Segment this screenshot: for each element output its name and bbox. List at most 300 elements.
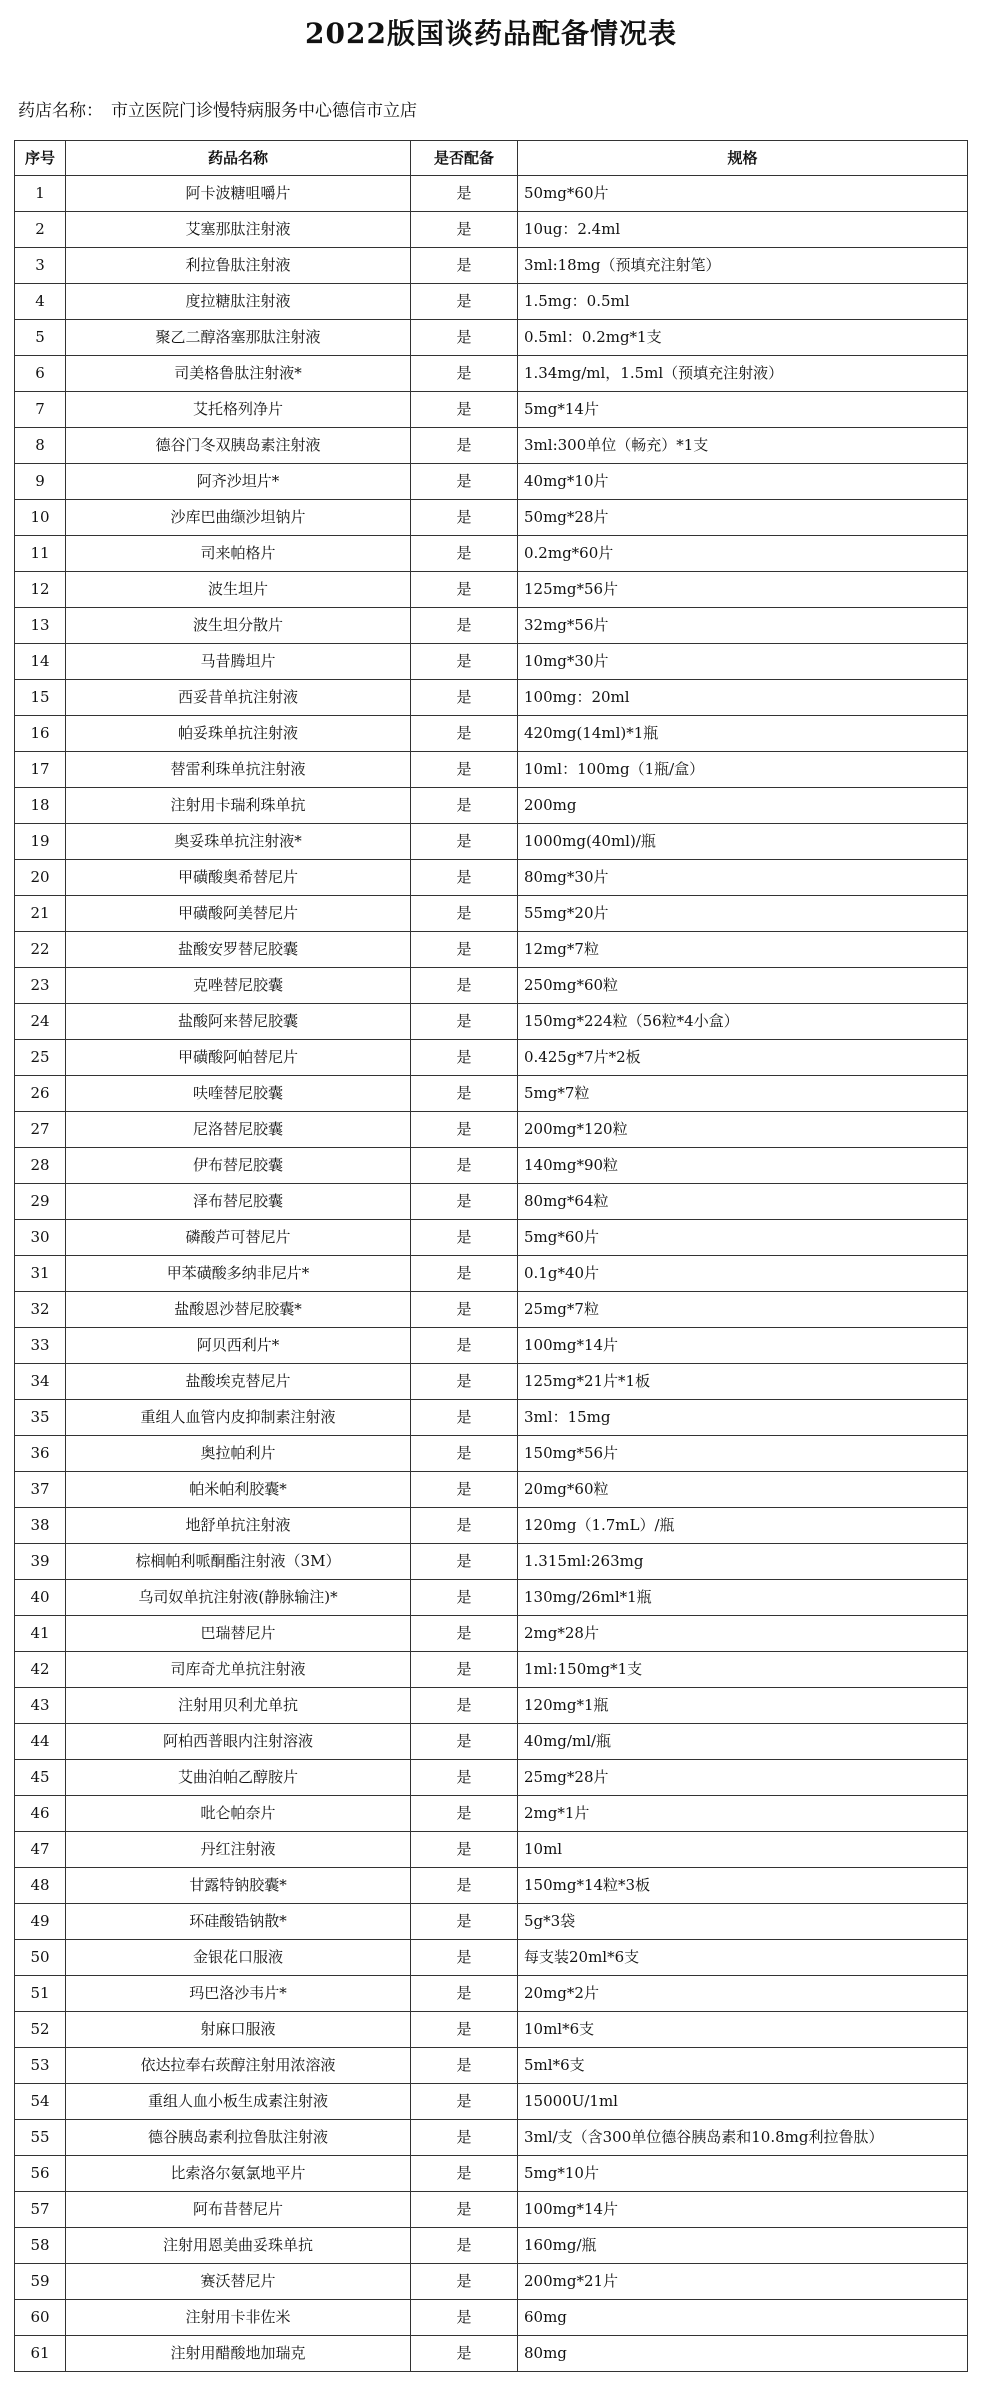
cell-equipped: 是 — [411, 1004, 518, 1040]
cell-spec: 5mg*14片 — [518, 392, 968, 428]
table-row — [15, 932, 968, 968]
table-row — [15, 428, 968, 464]
cell-index: 61 — [15, 2336, 66, 2372]
cell-spec: 5ml*6支 — [518, 2048, 968, 2084]
store-line — [18, 96, 417, 121]
cell-index: 38 — [15, 1508, 66, 1544]
cell-spec: 150mg*14粒*3板 — [518, 1868, 968, 1904]
cell-index: 10 — [15, 500, 66, 536]
cell-equipped: 是 — [411, 1220, 518, 1256]
cell-drug-name: 注射用恩美曲妥珠单抗 — [66, 2228, 411, 2264]
table-row — [15, 1796, 968, 1832]
cell-drug-name: 艾托格列净片 — [66, 392, 411, 428]
cell-spec: 25mg*28片 — [518, 1760, 968, 1796]
cell-drug-name: 艾塞那肽注射液 — [66, 212, 411, 248]
cell-equipped: 是 — [411, 644, 518, 680]
cell-drug-name: 呋喹替尼胶囊 — [66, 1076, 411, 1112]
cell-equipped: 是 — [411, 1148, 518, 1184]
cell-index: 1 — [15, 176, 66, 212]
table-row — [15, 968, 968, 1004]
cell-drug-name: 巴瑞替尼片 — [66, 1616, 411, 1652]
cell-index: 32 — [15, 1292, 66, 1328]
table-row — [15, 2336, 968, 2372]
table-row — [15, 644, 968, 680]
table-row — [15, 212, 968, 248]
cell-spec: 40mg*10片 — [518, 464, 968, 500]
cell-equipped: 是 — [411, 752, 518, 788]
cell-index: 44 — [15, 1724, 66, 1760]
cell-spec: 10ml — [518, 1832, 968, 1868]
cell-drug-name: 波生坦片 — [66, 572, 411, 608]
cell-drug-name: 玛巴洛沙韦片* — [66, 1976, 411, 2012]
cell-drug-name: 泽布替尼胶囊 — [66, 1184, 411, 1220]
table-row — [15, 536, 968, 572]
cell-spec: 55mg*20片 — [518, 896, 968, 932]
cell-index: 16 — [15, 716, 66, 752]
cell-spec: 0.425g*7片*2板 — [518, 1040, 968, 1076]
table-row — [15, 284, 968, 320]
cell-spec: 140mg*90粒 — [518, 1148, 968, 1184]
cell-spec: 10mg*30片 — [518, 644, 968, 680]
table-row — [15, 1436, 968, 1472]
cell-index: 15 — [15, 680, 66, 716]
page-title: 2022版国谈药品配备情况表 — [305, 17, 677, 50]
cell-index: 42 — [15, 1652, 66, 1688]
cell-index: 28 — [15, 1148, 66, 1184]
cell-index: 24 — [15, 1004, 66, 1040]
cell-drug-name: 注射用醋酸地加瑞克 — [66, 2336, 411, 2372]
cell-drug-name: 甲磺酸奥希替尼片 — [66, 860, 411, 896]
drug-table — [14, 140, 968, 2372]
cell-index: 57 — [15, 2192, 66, 2228]
cell-drug-name: 阿卡波糖咀嚼片 — [66, 176, 411, 212]
table-row — [15, 1760, 968, 1796]
header-equipped: 是否配备 — [411, 141, 518, 176]
cell-spec: 1000mg(40ml)/瓶 — [518, 824, 968, 860]
cell-index: 11 — [15, 536, 66, 572]
table-row — [15, 2156, 968, 2192]
cell-equipped: 是 — [411, 1544, 518, 1580]
cell-index: 30 — [15, 1220, 66, 1256]
cell-spec: 3ml:18mg（预填充注射笔） — [518, 248, 968, 284]
cell-spec: 0.2mg*60片 — [518, 536, 968, 572]
cell-spec: 15000U/1ml — [518, 2084, 968, 2120]
cell-drug-name: 注射用贝利尤单抗 — [66, 1688, 411, 1724]
cell-equipped: 是 — [411, 896, 518, 932]
header-index: 序号 — [15, 141, 66, 176]
table-row — [15, 572, 968, 608]
cell-drug-name: 盐酸阿来替尼胶囊 — [66, 1004, 411, 1040]
cell-drug-name: 德谷门冬双胰岛素注射液 — [66, 428, 411, 464]
cell-drug-name: 伊布替尼胶囊 — [66, 1148, 411, 1184]
cell-drug-name: 尼洛替尼胶囊 — [66, 1112, 411, 1148]
cell-spec: 250mg*60粒 — [518, 968, 968, 1004]
cell-drug-name: 甲磺酸阿美替尼片 — [66, 896, 411, 932]
cell-drug-name: 环硅酸锆钠散* — [66, 1904, 411, 1940]
cell-equipped: 是 — [411, 1976, 518, 2012]
cell-spec: 20mg*2片 — [518, 1976, 968, 2012]
cell-spec: 32mg*56片 — [518, 608, 968, 644]
cell-equipped: 是 — [411, 1112, 518, 1148]
cell-drug-name: 注射用卡瑞利珠单抗 — [66, 788, 411, 824]
table-row — [15, 896, 968, 932]
cell-equipped: 是 — [411, 2300, 518, 2336]
table-row — [15, 1580, 968, 1616]
cell-index: 3 — [15, 248, 66, 284]
table-row — [15, 2228, 968, 2264]
cell-index: 5 — [15, 320, 66, 356]
cell-spec: 25mg*7粒 — [518, 1292, 968, 1328]
cell-index: 13 — [15, 608, 66, 644]
table-row — [15, 1328, 968, 1364]
table-row — [15, 1832, 968, 1868]
cell-equipped: 是 — [411, 1508, 518, 1544]
cell-drug-name: 盐酸埃克替尼片 — [66, 1364, 411, 1400]
cell-spec: 1ml:150mg*1支 — [518, 1652, 968, 1688]
cell-drug-name: 帕米帕利胶囊* — [66, 1472, 411, 1508]
cell-equipped: 是 — [411, 1796, 518, 1832]
cell-equipped: 是 — [411, 320, 518, 356]
cell-spec: 420mg(14ml)*1瓶 — [518, 716, 968, 752]
cell-equipped: 是 — [411, 2120, 518, 2156]
cell-index: 21 — [15, 896, 66, 932]
table-row — [15, 608, 968, 644]
cell-equipped: 是 — [411, 1292, 518, 1328]
header-drug-name: 药品名称 — [66, 141, 411, 176]
table-row — [15, 1616, 968, 1652]
cell-equipped: 是 — [411, 1400, 518, 1436]
cell-spec: 5mg*10片 — [518, 2156, 968, 2192]
table-row — [15, 248, 968, 284]
cell-index: 43 — [15, 1688, 66, 1724]
table-row — [15, 320, 968, 356]
cell-spec: 80mg — [518, 2336, 968, 2372]
cell-index: 53 — [15, 2048, 66, 2084]
cell-index: 37 — [15, 1472, 66, 1508]
cell-drug-name: 帕妥珠单抗注射液 — [66, 716, 411, 752]
header-spec: 规格 — [518, 141, 968, 176]
cell-index: 48 — [15, 1868, 66, 1904]
table-row — [15, 680, 968, 716]
table-row — [15, 1076, 968, 1112]
cell-equipped: 是 — [411, 680, 518, 716]
cell-drug-name: 波生坦分散片 — [66, 608, 411, 644]
cell-drug-name: 地舒单抗注射液 — [66, 1508, 411, 1544]
cell-drug-name: 替雷利珠单抗注射液 — [66, 752, 411, 788]
cell-drug-name: 磷酸芦可替尼片 — [66, 1220, 411, 1256]
cell-spec: 1.5mg：0.5ml — [518, 284, 968, 320]
cell-equipped: 是 — [411, 1364, 518, 1400]
cell-index: 9 — [15, 464, 66, 500]
table-row — [15, 2300, 968, 2336]
table-row — [15, 1040, 968, 1076]
cell-drug-name: 阿柏西普眼内注射溶液 — [66, 1724, 411, 1760]
cell-drug-name: 依达拉奉右莰醇注射用浓溶液 — [66, 2048, 411, 2084]
table-row — [15, 1904, 968, 1940]
cell-equipped: 是 — [411, 932, 518, 968]
table-row — [15, 356, 968, 392]
cell-spec: 120mg（1.7mL）/瓶 — [518, 1508, 968, 1544]
cell-drug-name: 丹红注射液 — [66, 1832, 411, 1868]
cell-index: 45 — [15, 1760, 66, 1796]
cell-index: 31 — [15, 1256, 66, 1292]
cell-spec: 50mg*60片 — [518, 176, 968, 212]
cell-index: 60 — [15, 2300, 66, 2336]
cell-drug-name: 马昔腾坦片 — [66, 644, 411, 680]
cell-index: 34 — [15, 1364, 66, 1400]
cell-equipped: 是 — [411, 1724, 518, 1760]
cell-index: 29 — [15, 1184, 66, 1220]
cell-index: 23 — [15, 968, 66, 1004]
cell-drug-name: 赛沃替尼片 — [66, 2264, 411, 2300]
table-row — [15, 752, 968, 788]
table-row — [15, 1544, 968, 1580]
table-row — [15, 2192, 968, 2228]
cell-equipped: 是 — [411, 968, 518, 1004]
cell-drug-name: 沙库巴曲缬沙坦钠片 — [66, 500, 411, 536]
cell-drug-name: 艾曲泊帕乙醇胺片 — [66, 1760, 411, 1796]
table-row — [15, 2120, 968, 2156]
cell-spec: 100mg：20ml — [518, 680, 968, 716]
cell-equipped: 是 — [411, 2048, 518, 2084]
cell-equipped: 是 — [411, 716, 518, 752]
cell-drug-name: 西妥昔单抗注射液 — [66, 680, 411, 716]
cell-drug-name: 度拉糖肽注射液 — [66, 284, 411, 320]
table-row — [15, 500, 968, 536]
cell-equipped: 是 — [411, 428, 518, 464]
cell-equipped: 是 — [411, 2192, 518, 2228]
table-row — [15, 1256, 968, 1292]
cell-index: 4 — [15, 284, 66, 320]
cell-index: 25 — [15, 1040, 66, 1076]
cell-spec: 0.5ml：0.2mg*1支 — [518, 320, 968, 356]
cell-spec: 200mg — [518, 788, 968, 824]
cell-drug-name: 棕榈帕利哌酮酯注射液（3M） — [66, 1544, 411, 1580]
cell-equipped: 是 — [411, 608, 518, 644]
cell-equipped: 是 — [411, 1328, 518, 1364]
table-row — [15, 1184, 968, 1220]
cell-index: 52 — [15, 2012, 66, 2048]
cell-spec: 每支装20ml*6支 — [518, 1940, 968, 1976]
cell-equipped: 是 — [411, 536, 518, 572]
cell-spec: 40mg/ml/瓶 — [518, 1724, 968, 1760]
cell-spec: 10ml：100mg（1瓶/盒） — [518, 752, 968, 788]
cell-equipped: 是 — [411, 1580, 518, 1616]
cell-spec: 125mg*21片*1板 — [518, 1364, 968, 1400]
cell-spec: 150mg*56片 — [518, 1436, 968, 1472]
cell-equipped: 是 — [411, 248, 518, 284]
cell-index: 2 — [15, 212, 66, 248]
cell-spec: 100mg*14片 — [518, 2192, 968, 2228]
cell-spec: 200mg*120粒 — [518, 1112, 968, 1148]
cell-index: 12 — [15, 572, 66, 608]
cell-spec: 125mg*56片 — [518, 572, 968, 608]
cell-drug-name: 奥拉帕利片 — [66, 1436, 411, 1472]
cell-drug-name: 盐酸恩沙替尼胶囊* — [66, 1292, 411, 1328]
cell-equipped: 是 — [411, 1472, 518, 1508]
cell-index: 55 — [15, 2120, 66, 2156]
cell-spec: 3ml/支（含300单位德谷胰岛素和10.8mg利拉鲁肽） — [518, 2120, 968, 2156]
cell-spec: 150mg*224粒（56粒*4小盒） — [518, 1004, 968, 1040]
cell-index: 14 — [15, 644, 66, 680]
table-row — [15, 1292, 968, 1328]
cell-spec: 0.1g*40片 — [518, 1256, 968, 1292]
cell-index: 33 — [15, 1328, 66, 1364]
cell-index: 40 — [15, 1580, 66, 1616]
table-row — [15, 1508, 968, 1544]
table-row — [15, 1400, 968, 1436]
cell-spec: 130mg/26ml*1瓶 — [518, 1580, 968, 1616]
cell-equipped: 是 — [411, 860, 518, 896]
table-row — [15, 1724, 968, 1760]
cell-drug-name: 重组人血小板生成素注射液 — [66, 2084, 411, 2120]
cell-equipped: 是 — [411, 1040, 518, 1076]
cell-index: 20 — [15, 860, 66, 896]
cell-index: 56 — [15, 2156, 66, 2192]
table-row — [15, 464, 968, 500]
table-row — [15, 2264, 968, 2300]
cell-equipped: 是 — [411, 1616, 518, 1652]
cell-equipped: 是 — [411, 464, 518, 500]
cell-index: 35 — [15, 1400, 66, 1436]
cell-drug-name: 吡仑帕奈片 — [66, 1796, 411, 1832]
cell-spec: 2mg*1片 — [518, 1796, 968, 1832]
cell-drug-name: 克唑替尼胶囊 — [66, 968, 411, 1004]
cell-index: 26 — [15, 1076, 66, 1112]
cell-drug-name: 司美格鲁肽注射液* — [66, 356, 411, 392]
cell-equipped: 是 — [411, 2012, 518, 2048]
table-row — [15, 392, 968, 428]
cell-drug-name: 甲苯磺酸多纳非尼片* — [66, 1256, 411, 1292]
cell-index: 27 — [15, 1112, 66, 1148]
cell-drug-name: 注射用卡非佐米 — [66, 2300, 411, 2336]
cell-spec: 1.34mg/ml，1.5ml（预填充注射液） — [518, 356, 968, 392]
store-label: 药店名称： — [18, 101, 103, 121]
cell-index: 22 — [15, 932, 66, 968]
table-row — [15, 788, 968, 824]
table-row — [15, 824, 968, 860]
cell-spec: 5mg*7粒 — [518, 1076, 968, 1112]
cell-drug-name: 德谷胰岛素利拉鲁肽注射液 — [66, 2120, 411, 2156]
cell-equipped: 是 — [411, 1760, 518, 1796]
cell-drug-name: 重组人血管内皮抑制素注射液 — [66, 1400, 411, 1436]
table-row — [15, 860, 968, 896]
cell-equipped: 是 — [411, 500, 518, 536]
cell-drug-name: 甲磺酸阿帕替尼片 — [66, 1040, 411, 1076]
cell-equipped: 是 — [411, 788, 518, 824]
cell-spec: 5g*3袋 — [518, 1904, 968, 1940]
table-row — [15, 716, 968, 752]
cell-spec: 80mg*64粒 — [518, 1184, 968, 1220]
cell-index: 7 — [15, 392, 66, 428]
cell-drug-name: 奥妥珠单抗注射液* — [66, 824, 411, 860]
table-row — [15, 1688, 968, 1724]
cell-spec: 10ug：2.4ml — [518, 212, 968, 248]
cell-equipped: 是 — [411, 356, 518, 392]
cell-drug-name: 利拉鲁肽注射液 — [66, 248, 411, 284]
cell-index: 6 — [15, 356, 66, 392]
cell-spec: 80mg*30片 — [518, 860, 968, 896]
cell-spec: 120mg*1瓶 — [518, 1688, 968, 1724]
cell-spec: 3ml：15mg — [518, 1400, 968, 1436]
cell-index: 58 — [15, 2228, 66, 2264]
cell-drug-name: 乌司奴单抗注射液(静脉输注)* — [66, 1580, 411, 1616]
cell-drug-name: 阿齐沙坦片* — [66, 464, 411, 500]
cell-equipped: 是 — [411, 1184, 518, 1220]
cell-drug-name: 盐酸安罗替尼胶囊 — [66, 932, 411, 968]
cell-equipped: 是 — [411, 824, 518, 860]
cell-drug-name: 射麻口服液 — [66, 2012, 411, 2048]
cell-equipped: 是 — [411, 1256, 518, 1292]
cell-index: 18 — [15, 788, 66, 824]
table-row — [15, 2048, 968, 2084]
cell-drug-name: 金银花口服液 — [66, 1940, 411, 1976]
cell-equipped: 是 — [411, 2156, 518, 2192]
cell-index: 8 — [15, 428, 66, 464]
cell-spec: 10ml*6支 — [518, 2012, 968, 2048]
cell-drug-name: 甘露特钠胶囊* — [66, 1868, 411, 1904]
table-row — [15, 1004, 968, 1040]
cell-spec: 2mg*28片 — [518, 1616, 968, 1652]
cell-spec: 5mg*60片 — [518, 1220, 968, 1256]
cell-spec: 3ml:300单位（畅充）*1支 — [518, 428, 968, 464]
cell-equipped: 是 — [411, 1076, 518, 1112]
cell-equipped: 是 — [411, 176, 518, 212]
table-row — [15, 1148, 968, 1184]
table-row — [15, 1112, 968, 1148]
cell-index: 17 — [15, 752, 66, 788]
cell-index: 49 — [15, 1904, 66, 1940]
cell-equipped: 是 — [411, 1688, 518, 1724]
table-row — [15, 1976, 968, 2012]
cell-equipped: 是 — [411, 1832, 518, 1868]
cell-drug-name: 司来帕格片 — [66, 536, 411, 572]
cell-drug-name: 司库奇尤单抗注射液 — [66, 1652, 411, 1688]
cell-equipped: 是 — [411, 1868, 518, 1904]
cell-spec: 12mg*7粒 — [518, 932, 968, 968]
cell-index: 19 — [15, 824, 66, 860]
store-name: 市立医院门诊慢特病服务中心德信市立店 — [111, 101, 417, 121]
cell-equipped: 是 — [411, 2264, 518, 2300]
cell-index: 46 — [15, 1796, 66, 1832]
cell-equipped: 是 — [411, 1940, 518, 1976]
cell-equipped: 是 — [411, 284, 518, 320]
cell-equipped: 是 — [411, 2084, 518, 2120]
cell-index: 51 — [15, 1976, 66, 2012]
cell-index: 41 — [15, 1616, 66, 1652]
table-row — [15, 1940, 968, 1976]
cell-index: 59 — [15, 2264, 66, 2300]
table-body — [15, 176, 968, 2372]
table-row — [15, 2012, 968, 2048]
cell-index: 39 — [15, 1544, 66, 1580]
cell-index: 50 — [15, 1940, 66, 1976]
table-row — [15, 1652, 968, 1688]
cell-spec: 1.315ml:263mg — [518, 1544, 968, 1580]
cell-spec: 160mg/瓶 — [518, 2228, 968, 2264]
table-row — [15, 1364, 968, 1400]
cell-equipped: 是 — [411, 2228, 518, 2264]
cell-spec: 20mg*60粒 — [518, 1472, 968, 1508]
table-row — [15, 1472, 968, 1508]
table-header-row — [15, 141, 968, 176]
cell-drug-name: 聚乙二醇洛塞那肽注射液 — [66, 320, 411, 356]
cell-equipped: 是 — [411, 212, 518, 248]
cell-equipped: 是 — [411, 572, 518, 608]
table-row — [15, 176, 968, 212]
cell-index: 47 — [15, 1832, 66, 1868]
cell-spec: 50mg*28片 — [518, 500, 968, 536]
